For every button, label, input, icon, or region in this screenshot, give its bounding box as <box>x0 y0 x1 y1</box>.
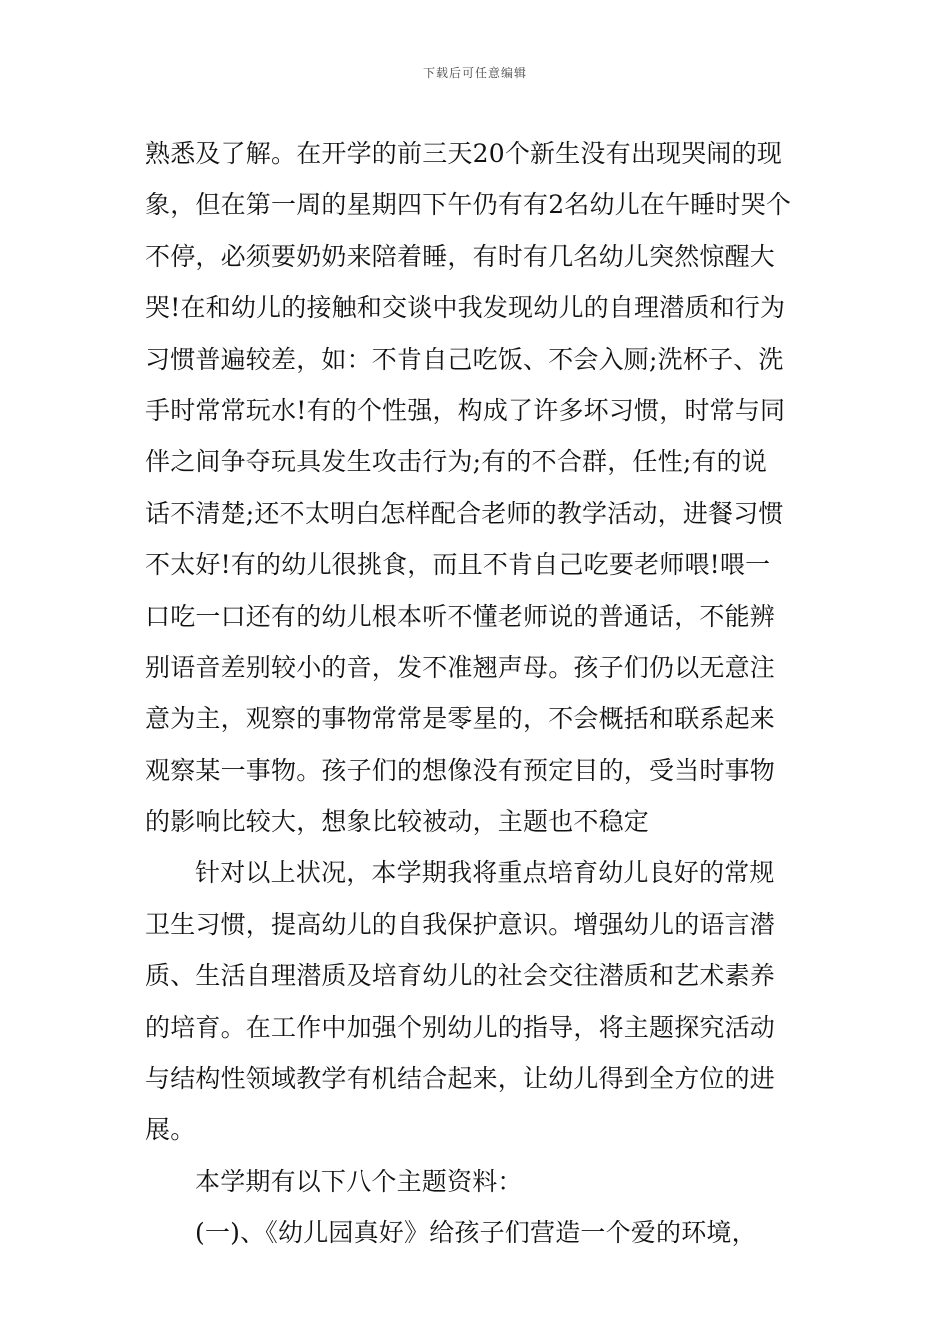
body-line: 手时常常玩水!有的个性强，构成了许多坏习惯，时常与同 <box>145 395 786 425</box>
body-line: 的培育。在工作中加强个别幼儿的指导，将主题探究活动 <box>145 1012 776 1042</box>
body-line: 口吃一口还有的幼儿根本听不懂老师说的普通话，不能辨 <box>145 601 776 631</box>
document-body <box>145 128 810 1259</box>
body-line: 卫生习惯，提高幼儿的自我保护意识。增强幼儿的语言潜 <box>145 909 776 939</box>
body-line: 话不清楚;还不太明白怎样配合老师的教学活动，进餐习惯 <box>145 498 784 528</box>
body-line: 观察某一事物。孩子们的想像没有预定目的，受当时事物 <box>145 755 776 785</box>
body-line: 习惯普遍较差，如：不肯自己吃饭、不会入厕;洗杯子、洗 <box>145 344 784 374</box>
body-line: 与结构性领域教学有机结合起来，让幼儿得到全方位的进 <box>145 1064 776 1094</box>
body-line: 不停，必须要奶奶来陪着睡，有时有几名幼儿突然惊醒大 <box>145 241 776 271</box>
body-line: 哭!在和幼儿的接触和交谈中我发现幼儿的自理潜质和行为 <box>145 293 786 323</box>
body-line: 的影响比较大，想象比较被动，主题也不稳定 <box>145 807 650 837</box>
body-line: 不太好!有的幼儿很挑食，而且不肯自己吃要老师喂!喂一 <box>145 550 771 580</box>
body-line: 伴之间争夺玩具发生攻击行为;有的不合群，任性;有的说 <box>145 447 768 477</box>
body-line: 象，但在第一周的星期四下午仍有有2名幼儿在午睡时哭个 <box>145 190 792 220</box>
paragraph-start-line: (一)、《幼儿园真好》给孩子们营造一个爱的环境， <box>195 1218 757 1248</box>
paragraph-start-line: 本学期有以下八个主题资料： <box>195 1166 523 1196</box>
body-line: 别语音差别较小的音，发不准翘声母。孩子们仍以无意注 <box>145 652 776 682</box>
page-header-note: 下载后可任意编辑 <box>422 66 527 80</box>
body-line: 展。 <box>145 1115 196 1145</box>
body-line: 意为主，观察的事物常常是零星的，不会概括和联系起来 <box>145 704 776 734</box>
body-line: 熟悉及了解。在开学的前三天20个新生没有出现哭闹的现 <box>145 139 783 168</box>
paragraph-start-line: 针对以上状况，本学期我将重点培育幼儿良好的常规 <box>195 858 775 888</box>
body-line: 质、生活自理潜质及培育幼儿的社会交往潜质和艺术素养 <box>145 961 776 991</box>
